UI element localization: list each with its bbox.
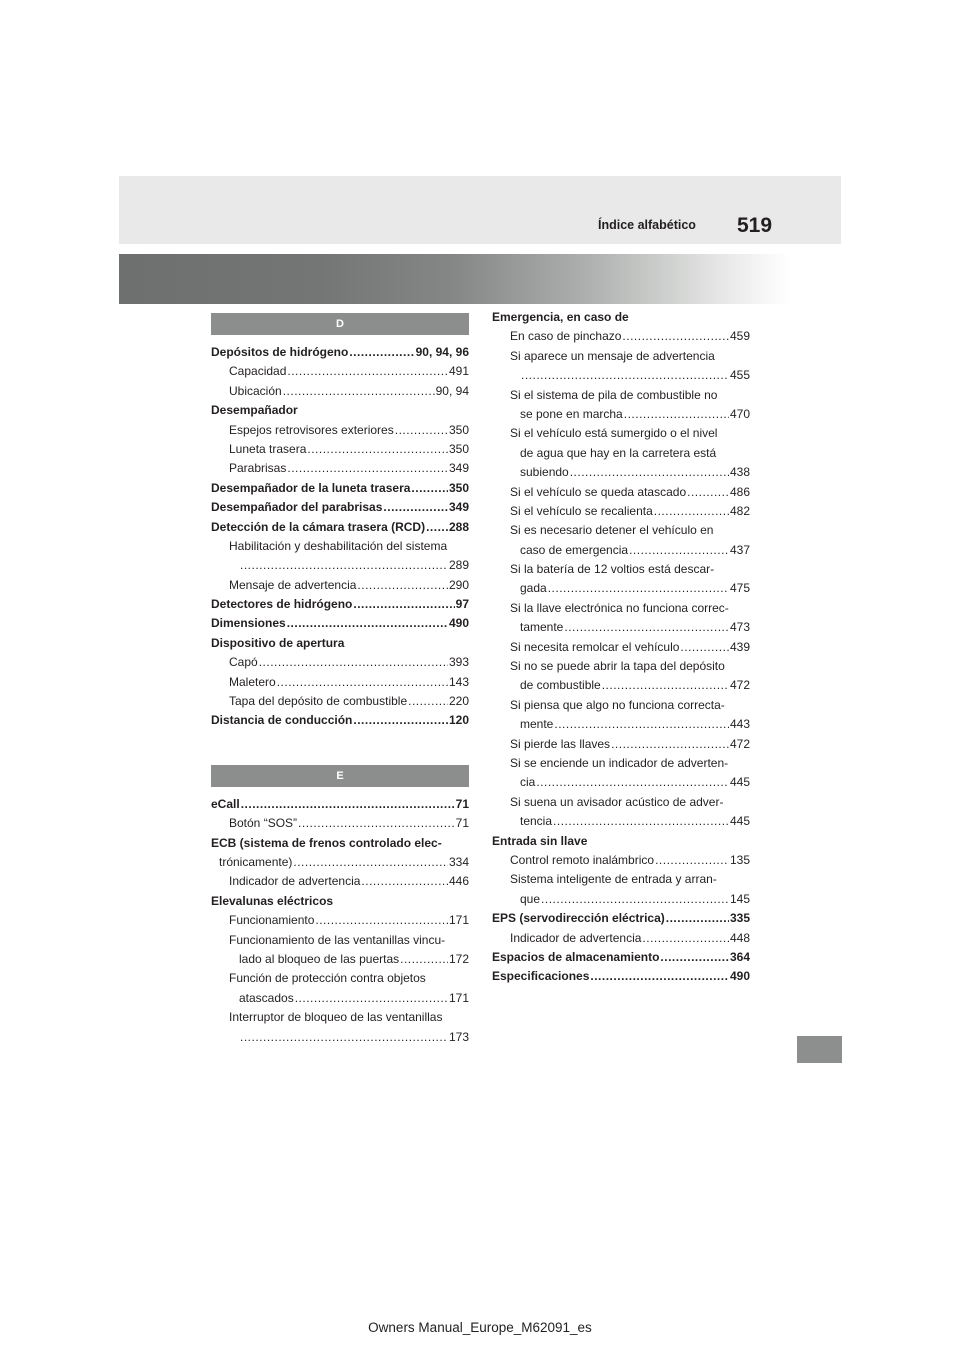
index-entry-page: 220 [448, 694, 469, 709]
index-entry-page: 90, 94 [435, 383, 469, 398]
leader-dots [654, 502, 729, 521]
index-entry-text: Si el vehículo se queda atascado [510, 484, 687, 499]
index-entry-page: 459 [729, 329, 750, 344]
index-entry-text: Elevalunas eléctricos [211, 893, 334, 908]
leader-dots [361, 872, 448, 891]
index-entry-text: Especificaciones [492, 969, 590, 984]
index-entry-text: trónicamente) [219, 854, 293, 869]
index-entry [211, 595, 469, 614]
index-entry [211, 614, 469, 633]
index-entry-page: 349 [448, 461, 469, 476]
header-band [119, 176, 841, 244]
index-entry [211, 498, 469, 517]
index-entry-text: Espejos retrovisores exteriores [229, 422, 394, 437]
index-entry [492, 327, 750, 346]
index-entry [211, 950, 469, 969]
leader-dots [383, 498, 448, 517]
index-entry [492, 754, 750, 773]
index-entry-page: 172 [448, 951, 469, 966]
leader-dots [536, 773, 729, 792]
leader-dots [395, 421, 448, 440]
index-entry-text: Si aparece un mensaje de advertencia [510, 348, 715, 363]
index-entry-text: Capacidad [229, 364, 287, 379]
index-entry-page: 443 [729, 717, 750, 732]
index-entry-text: Indicador de advertencia [229, 874, 361, 889]
index-entry [492, 424, 750, 443]
index-entry-page: 455 [729, 368, 750, 383]
leader-dots [287, 362, 448, 381]
index-entry [211, 711, 469, 730]
index-entry-page: 143 [448, 674, 469, 689]
leader-dots [548, 579, 729, 598]
index-entry-page: 473 [729, 620, 750, 635]
leader-dots [357, 576, 448, 595]
index-entry-text: Interruptor de bloqueo de las ventanillas [229, 1010, 443, 1025]
leader-dots [241, 795, 455, 814]
index-entry [492, 929, 750, 948]
leader-dots [521, 366, 729, 385]
index-entry-text: Desempañador de la luneta trasera [211, 480, 411, 495]
index-entry-text: Parabrisas [229, 461, 287, 476]
index-entry-text: Desempañador del parabrisas [211, 500, 383, 515]
index-entry-text: tamente [520, 620, 564, 635]
index-entry-text: Si suena un avisador acústico de adver- [510, 794, 724, 809]
index-entry [211, 479, 469, 498]
index-entry [211, 421, 469, 440]
index-entry [492, 560, 750, 579]
index-entry-page: 135 [729, 852, 750, 867]
index-entry-text: ECB (sistema de frenos controlado elec- [211, 835, 442, 850]
index-entry-page: 97 [455, 597, 469, 612]
index-entry-text: que [520, 891, 541, 906]
index-entry-page: 350 [448, 441, 469, 456]
index-entry [492, 909, 750, 928]
index-entry [211, 834, 469, 853]
index-column-right [492, 308, 750, 987]
index-entry-text: Desempañador [211, 403, 298, 418]
index-entry-text: atascados [239, 990, 294, 1005]
index-entry [492, 967, 750, 986]
index-entry-text: En caso de pinchazo [510, 329, 622, 344]
leader-dots [349, 343, 414, 362]
index-entry-text: Control remoto inalámbrico [510, 852, 655, 867]
index-entry [211, 518, 469, 537]
leader-dots [293, 853, 448, 872]
index-entry [492, 890, 750, 909]
index-entry [492, 599, 750, 618]
index-entry-page: 288 [448, 519, 469, 534]
index-entry [211, 634, 469, 653]
leader-dots [408, 692, 448, 711]
index-entry [492, 696, 750, 715]
index-entry-text: Si no se puede abrir la tapa del depósito [510, 659, 725, 674]
index-entry [211, 362, 469, 381]
index-entry-text: Si necesita remolcar el vehículo [510, 639, 680, 654]
index-entry [211, 911, 469, 930]
index-entry-text: Habilitación y deshabilitación del sistema [229, 538, 448, 553]
index-entry [211, 382, 469, 401]
index-entry [492, 405, 750, 424]
index-entry-page: 71 [455, 796, 469, 811]
index-entry [211, 931, 469, 950]
leader-dots [602, 676, 729, 695]
index-entry-text: lado al bloqueo de las puertas [239, 951, 400, 966]
footer-document-id: Owners Manual_Europe_M62091_es [368, 1320, 592, 1335]
section-title: Índice alfabético [598, 218, 696, 232]
leader-dots [655, 851, 729, 870]
index-entry [492, 347, 750, 366]
leader-dots [240, 556, 448, 575]
index-column-left [211, 313, 469, 1047]
index-entry-page: 120 [448, 713, 469, 728]
index-entry-page: 475 [729, 581, 750, 596]
index-entry [492, 948, 750, 967]
index-entry-page: 482 [729, 503, 750, 518]
index-entry-page: 448 [729, 930, 750, 945]
index-entry [211, 556, 469, 575]
index-entry-text: Si el vehículo está sumergido o el nivel [510, 426, 718, 441]
index-entry [211, 892, 469, 911]
leader-dots [287, 614, 448, 633]
index-entry-text: Funcionamiento [229, 913, 315, 928]
index-entry [492, 521, 750, 540]
index-entry-text: caso de emergencia [520, 542, 629, 557]
index-entry-text: Función de protección contra objetos [229, 971, 426, 986]
thumb-index-tab [797, 1036, 842, 1063]
leader-dots [259, 653, 448, 672]
index-entry [211, 814, 469, 833]
index-entry [492, 735, 750, 754]
index-entry-text: Indicador de advertencia [510, 930, 642, 945]
index-entry [211, 989, 469, 1008]
index-entry [211, 1028, 469, 1047]
index-entry-page: 445 [729, 775, 750, 790]
index-entry-text: Maletero [229, 674, 276, 689]
section-letter-header: E [211, 765, 469, 787]
leader-dots [295, 989, 448, 1008]
leader-dots [624, 405, 729, 424]
section-gap [211, 731, 469, 765]
index-entry-text: Si se enciende un indicador de adverten- [510, 755, 729, 770]
index-entry [492, 638, 750, 657]
index-entry [492, 832, 750, 851]
leader-dots [590, 967, 729, 986]
index-entry-page: 470 [729, 406, 750, 421]
index-entry [492, 793, 750, 812]
index-entry [492, 657, 750, 676]
index-entry [492, 541, 750, 560]
index-entry-page: 490 [729, 969, 750, 984]
index-entry-page: 490 [448, 616, 469, 631]
leader-dots [666, 909, 729, 928]
index-entry-page: 437 [729, 542, 750, 557]
index-entry-text: se pone en marcha [520, 406, 623, 421]
index-entry-text: Si piensa que algo no funciona correcta- [510, 697, 725, 712]
index-entry [492, 851, 750, 870]
index-entry-page: 289 [448, 558, 469, 573]
index-entry [211, 969, 469, 988]
index-entry [492, 812, 750, 831]
section-letter-header: D [211, 313, 469, 335]
index-entry-text: gada [520, 581, 547, 596]
index-entry-text: Ubicación [229, 383, 282, 398]
index-entry-text: Si es necesario detener el vehículo en [510, 523, 714, 538]
leader-dots [353, 711, 448, 730]
index-entry-page: 364 [729, 949, 750, 964]
index-entry-page: 438 [729, 465, 750, 480]
leader-dots [315, 911, 448, 930]
index-entry [211, 440, 469, 459]
index-entry [492, 483, 750, 502]
index-entry [211, 576, 469, 595]
index-entry [211, 795, 469, 814]
index-entry [211, 673, 469, 692]
index-entry-text: Funcionamiento de las ventanillas vincu- [229, 932, 446, 947]
decorative-gradient-band [119, 254, 789, 304]
index-entry-page: 350 [448, 480, 469, 495]
index-entry-text: de combustible [520, 678, 601, 693]
index-entry-text: Detectores de hidrógeno [211, 597, 353, 612]
index-entry-page: 171 [448, 990, 469, 1005]
index-entry-text: Luneta trasera [229, 441, 307, 456]
index-entry [211, 459, 469, 478]
index-entry-text: EPS (servodirección eléctrica) [492, 911, 665, 926]
leader-dots [411, 479, 448, 498]
leader-dots [564, 618, 729, 637]
leader-dots [642, 929, 729, 948]
index-entry-page: 335 [729, 911, 750, 926]
index-entry [492, 715, 750, 734]
index-entry-text: tencia [520, 814, 553, 829]
index-entry-page: 71 [455, 816, 469, 831]
index-entry-text: de agua que hay en la carretera está [520, 445, 717, 460]
leader-dots [553, 812, 729, 831]
index-entry-page: 446 [448, 874, 469, 889]
index-entry [492, 308, 750, 327]
index-entry [492, 773, 750, 792]
index-entry-page: 90, 94, 96 [415, 345, 469, 359]
leader-dots [307, 440, 448, 459]
leader-dots [426, 518, 448, 537]
index-entry-text: Si la batería de 12 voltios está descar- [510, 562, 715, 577]
index-entry-text: Capó [229, 655, 258, 670]
index-entry-text: Sistema inteligente de entrada y arran- [510, 872, 717, 887]
index-entry-page: 145 [729, 891, 750, 906]
index-entry-text: Entrada sin llave [492, 833, 588, 848]
index-entry [492, 444, 750, 463]
index-entry-text: Botón “SOS” [229, 816, 298, 831]
index-entry [492, 676, 750, 695]
index-entry [211, 872, 469, 891]
leader-dots [611, 735, 729, 754]
index-entry-text: subiendo [520, 465, 569, 480]
index-entry [492, 579, 750, 598]
index-entry [211, 692, 469, 711]
index-entry-text: Si pierde las llaves [510, 736, 611, 751]
leader-dots [541, 890, 729, 909]
index-entry-text: Distancia de conducción [211, 713, 353, 728]
leader-dots [680, 638, 729, 657]
index-entry-page: 472 [729, 678, 750, 693]
index-entry-page: 472 [729, 736, 750, 751]
leader-dots [400, 950, 448, 969]
index-entry [492, 386, 750, 405]
index-entry [211, 1008, 469, 1027]
index-entry-text: Si la llave electrónica no funciona correc- [510, 600, 729, 615]
leader-dots [298, 814, 455, 833]
leader-dots [283, 382, 435, 401]
index-entry-text: Depósitos de hidrógeno [211, 345, 349, 359]
leader-dots [554, 715, 729, 734]
index-entry-page: 173 [448, 1029, 469, 1044]
index-entry-text: Si el sistema de pila de combustible no [510, 387, 718, 402]
index-entry [211, 537, 469, 556]
index-entry-page: 350 [448, 422, 469, 437]
index-entry [211, 653, 469, 672]
index-entry-text: cia [520, 775, 536, 790]
index-entry [211, 853, 469, 872]
page-number: 519 [737, 214, 773, 237]
index-entry-text: eCall [211, 796, 240, 811]
leader-dots [687, 483, 729, 502]
index-entry-page: 334 [448, 854, 469, 869]
index-entry-page: 290 [448, 577, 469, 592]
index-entry-page: 349 [448, 500, 469, 515]
index-entry-text: Emergencia, en caso de [492, 310, 629, 324]
index-entry-text: Dispositivo de apertura [211, 635, 345, 650]
index-entry-text: Mensaje de advertencia [229, 577, 357, 592]
leader-dots [570, 463, 729, 482]
leader-dots [353, 595, 454, 614]
leader-dots [240, 1028, 448, 1047]
index-entry-page: 491 [448, 364, 469, 379]
index-entry-text: mente [520, 717, 554, 732]
index-entry-text: Detección de la cámara trasera (RCD) [211, 519, 426, 534]
leader-dots [660, 948, 729, 967]
index-entry-text: Si el vehículo se recalienta [510, 503, 653, 518]
leader-dots [277, 673, 448, 692]
index-entry [211, 343, 469, 362]
leader-dots [622, 327, 729, 346]
leader-dots [287, 459, 448, 478]
index-entry [492, 366, 750, 385]
index-entry [492, 502, 750, 521]
index-entry-page: 393 [448, 655, 469, 670]
index-entry-page: 439 [729, 639, 750, 654]
index-entry [492, 618, 750, 637]
index-entry-text: Espacios de almacenamiento [492, 949, 660, 964]
index-entry-text: Dimensiones [211, 616, 286, 631]
index-entry-text: Tapa del depósito de combustible [229, 694, 408, 709]
index-entry-page: 486 [729, 484, 750, 499]
index-entry-page: 445 [729, 814, 750, 829]
index-entry [492, 463, 750, 482]
index-entry [211, 401, 469, 420]
leader-dots [629, 541, 729, 560]
index-entry [492, 870, 750, 889]
index-entry-page: 171 [448, 913, 469, 928]
